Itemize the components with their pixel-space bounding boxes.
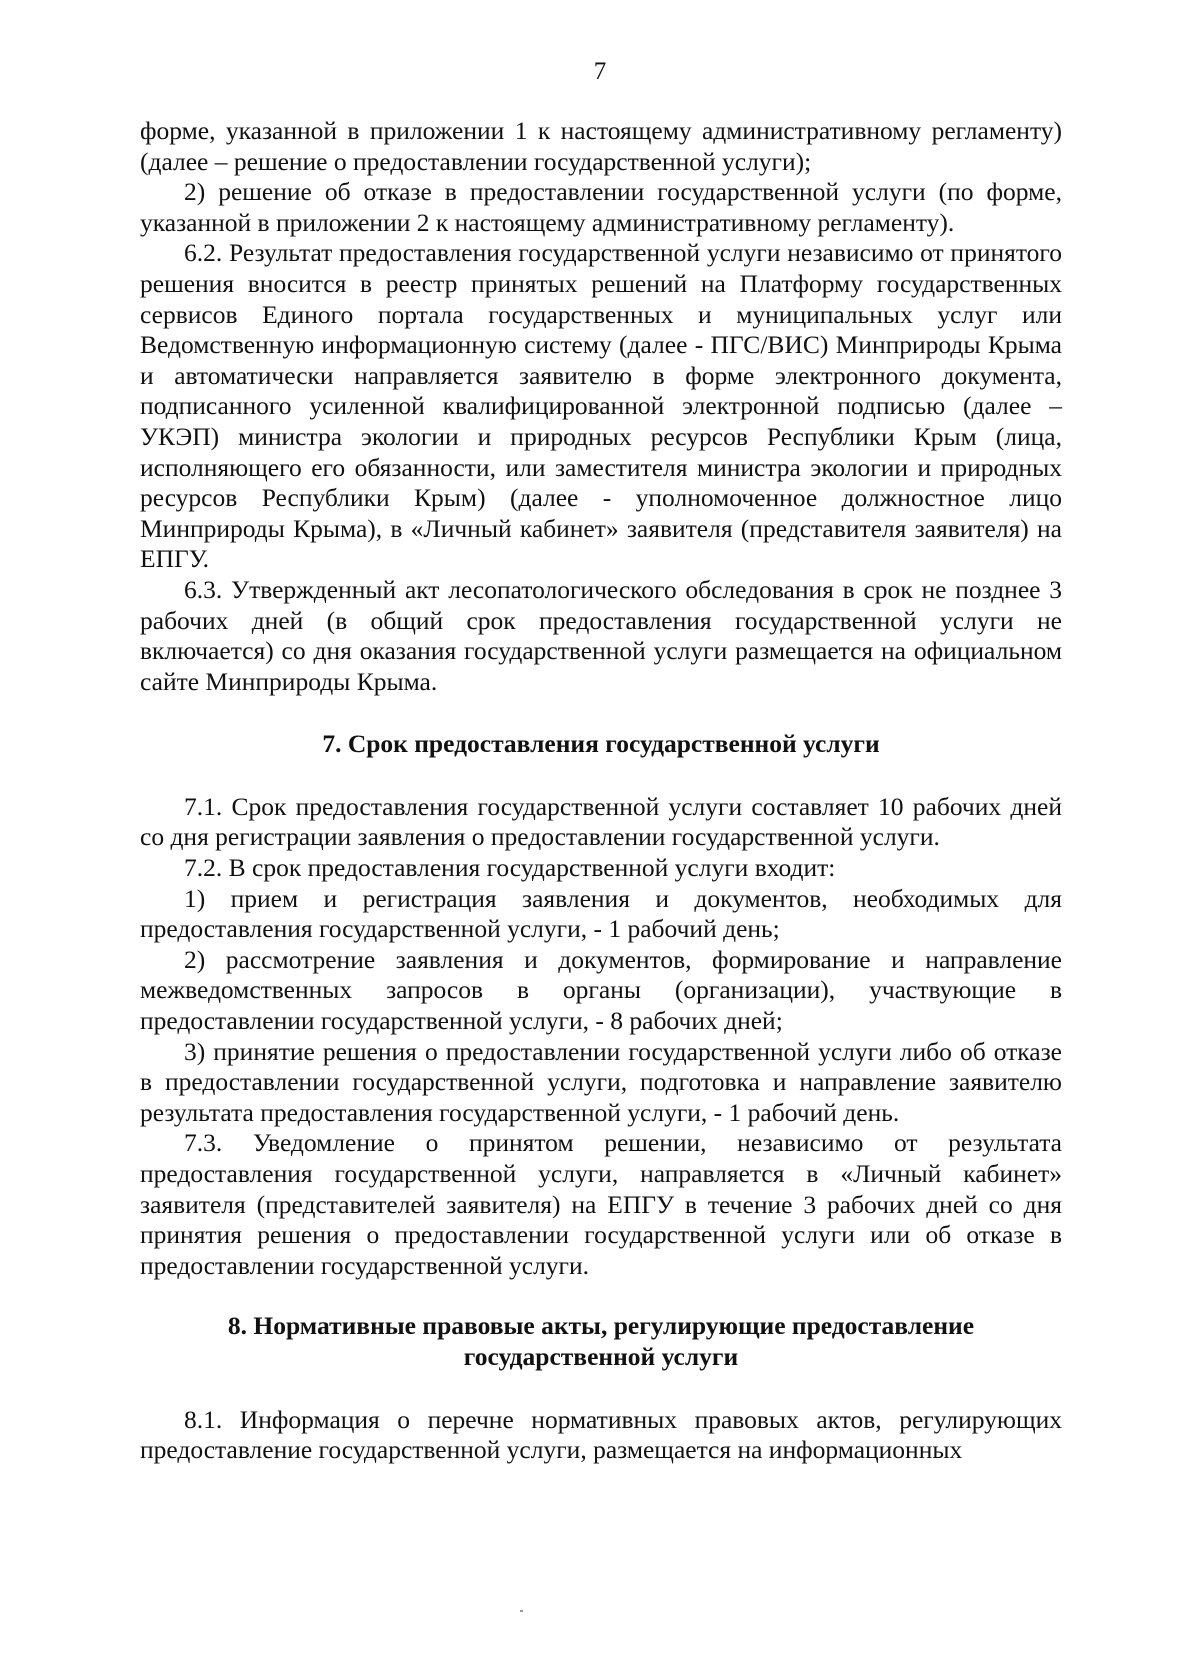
paragraph-6-3: 6.3. Утвержденный акт лесопатологического обследования в срок не позднее 3 рабочих дней (в общий срок предоставления государственной услуги не включается) со дня оказания государственной услуги размещается на официальном сайте Минприроды Крыма. <box>140 574 1062 696</box>
scan-artifact <box>520 1610 523 1612</box>
paragraph-7-3: 7.3. Уведомление о принятом решении, независимо от результата предоставления государственной услуги, направляется в «Личный кабинет» заявителя (представителей заявителя) на ЕПГУ в течение 3 рабочих дней со дня принятия решения о предоставлении государственной услуги или об отказе в предоставлении государственной услуги. <box>140 1128 1062 1280</box>
paragraph-7-2-item-3: 3) принятие решения о предоставлении государственной услуги либо об отказе в предоставлении государственной услуги, подготовка и направление заявителю результата предоставления государственной услуги, - 1 рабочий день. <box>140 1036 1062 1127</box>
document-body <box>140 116 1062 1466</box>
page-number: 7 <box>593 58 607 85</box>
section-8-heading <box>140 1311 1062 1372</box>
paragraph-6-2: 6.2. Результат предоставления государственной услуги независимо от принятого решения вносится в реестр принятых решений на Платформу государственных сервисов Единого портала государственных и муниципальных услуг или Ведомственную информационную систему (далее - ПГС/ВИС) Минприроды Крыма и автоматически направляется заявителю в форме электронного документа, подписанного усиленной квалифицированной электронной подписью (далее – УКЭП) министра экологии и природных ресурсов Республики Крым (лица, исполняющего его обязанности, или заместителя министра экологии и природных ресурсов Республики Крым) (далее - уполномоченное должностное лицо Минприроды Крыма), в «Личный кабинет» заявителя (представителя заявителя) на ЕПГУ. <box>140 238 1062 574</box>
paragraph-7-2-item-1: 1) прием и регистрация заявления и документов, необходимых для предоставления государственной услуги, - 1 рабочий день; <box>140 883 1062 944</box>
section-8-heading-line-1: 8. Нормативные правовые акты, регулирующие предоставление <box>227 1311 975 1341</box>
paragraph-7-1: 7.1. Срок предоставления государственной услуги составляет 10 рабочих дней со дня регистрации заявления о предоставлении государственной услуги. <box>140 791 1062 852</box>
paragraph-refusal-decision: 2) решение об отказе в предоставлении государственной услуги (по форме, указанной в приложении 2 к настоящему административному регламенту). <box>140 177 1062 237</box>
paragraph-7-2-item-2: 2) рассмотрение заявления и документов, формирование и направление межведомственных запросов в органы (организации), участвующие в предоставлении государственной услуги, - 8 рабочих дней; <box>140 944 1062 1036</box>
section-8-heading-line-2: государственной услуги <box>463 1341 739 1371</box>
section-7-heading: 7. Срок предоставления государственной услуги <box>322 729 880 759</box>
paragraph-8-1: 8.1. Информация о перечне нормативных правовых актов, регулирующих предоставление государственной услуги, размещается на информационных <box>140 1404 1062 1465</box>
paragraph-continuation: форме, указанной в приложении 1 к настоящему административному регламенту) (далее – решение о предоставлении государственной услуги); <box>140 116 1062 176</box>
paragraph-7-2: 7.2. В срок предоставления государственной услуги входит: <box>184 853 836 883</box>
